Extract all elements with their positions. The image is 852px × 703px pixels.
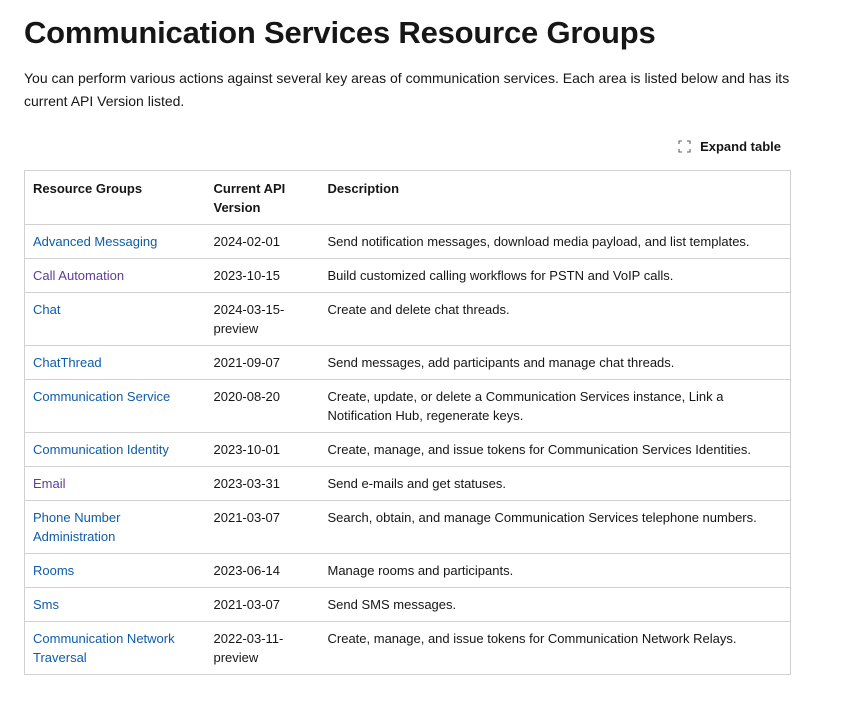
table-row <box>25 346 791 380</box>
api-version-cell: 2021-03-07 <box>206 501 320 554</box>
intro-paragraph: You can perform various actions against several key areas of communication services. Each area is listed below and has its current API Version listed. <box>24 70 790 109</box>
description-cell: Send notification messages, download media payload, and list templates. <box>320 225 791 259</box>
resource-link[interactable]: Communication Identity <box>33 442 169 457</box>
expand-table-button[interactable] <box>678 139 781 154</box>
table-row <box>25 501 791 554</box>
resource-link[interactable]: Phone Number Administration <box>33 510 121 544</box>
api-version-cell: 2020-08-20 <box>206 380 320 433</box>
description-cell: Create and delete chat threads. <box>320 293 791 346</box>
table-row <box>25 622 791 675</box>
expand-icon <box>678 140 691 153</box>
api-version-cell: 2023-10-15 <box>206 259 320 293</box>
resource-link[interactable]: Email <box>33 476 66 491</box>
resource-link[interactable]: Sms <box>33 597 59 612</box>
api-version-cell: 2024-03-15-preview <box>206 293 320 346</box>
table-row <box>25 588 791 622</box>
resource-groups-table <box>24 170 791 675</box>
table-row <box>25 467 791 501</box>
table-row <box>25 293 791 346</box>
table-row <box>25 259 791 293</box>
description-cell: Search, obtain, and manage Communication Services telephone numbers. <box>320 501 791 554</box>
resource-link[interactable]: Chat <box>33 302 61 317</box>
resource-link[interactable]: ChatThread <box>33 355 102 370</box>
expand-table-label: Expand table <box>700 139 781 154</box>
api-version-cell: 2023-06-14 <box>206 554 320 588</box>
resource-link[interactable]: Communication Network Traversal <box>33 631 175 665</box>
api-version-cell: 2023-03-31 <box>206 467 320 501</box>
description-cell: Build customized calling workflows for PSTN and VoIP calls. <box>320 259 791 293</box>
page-title: Communication Services Resource Groups <box>24 15 656 50</box>
api-version-cell: 2022-03-11-preview <box>206 622 320 675</box>
description-cell: Send SMS messages. <box>320 588 791 622</box>
table-header-row <box>25 171 791 225</box>
api-version-cell: 2024-02-01 <box>206 225 320 259</box>
header-description: Description <box>320 171 791 225</box>
description-cell: Create, update, or delete a Communication Services instance, Link a Notification Hub, regenerate keys. <box>320 380 791 433</box>
resource-link[interactable]: Call Automation <box>33 268 125 283</box>
description-cell: Send messages, add participants and manage chat threads. <box>320 346 791 380</box>
header-api-version: Current API Version <box>206 171 320 225</box>
resource-link[interactable]: Communication Service <box>33 389 171 404</box>
api-version-cell: 2023-10-01 <box>206 433 320 467</box>
table-row <box>25 433 791 467</box>
description-cell: Create, manage, and issue tokens for Communication Network Relays. <box>320 622 791 675</box>
api-version-cell: 2021-03-07 <box>206 588 320 622</box>
resource-link[interactable]: Advanced Messaging <box>33 234 158 249</box>
description-cell: Send e-mails and get statuses. <box>320 467 791 501</box>
table-row <box>25 225 791 259</box>
description-cell: Manage rooms and participants. <box>320 554 791 588</box>
header-resource-groups: Resource Groups <box>25 171 206 225</box>
table-row <box>25 380 791 433</box>
table-row <box>25 554 791 588</box>
description-cell: Create, manage, and issue tokens for Communication Services Identities. <box>320 433 791 467</box>
api-version-cell: 2021-09-07 <box>206 346 320 380</box>
resource-link[interactable]: Rooms <box>33 563 75 578</box>
